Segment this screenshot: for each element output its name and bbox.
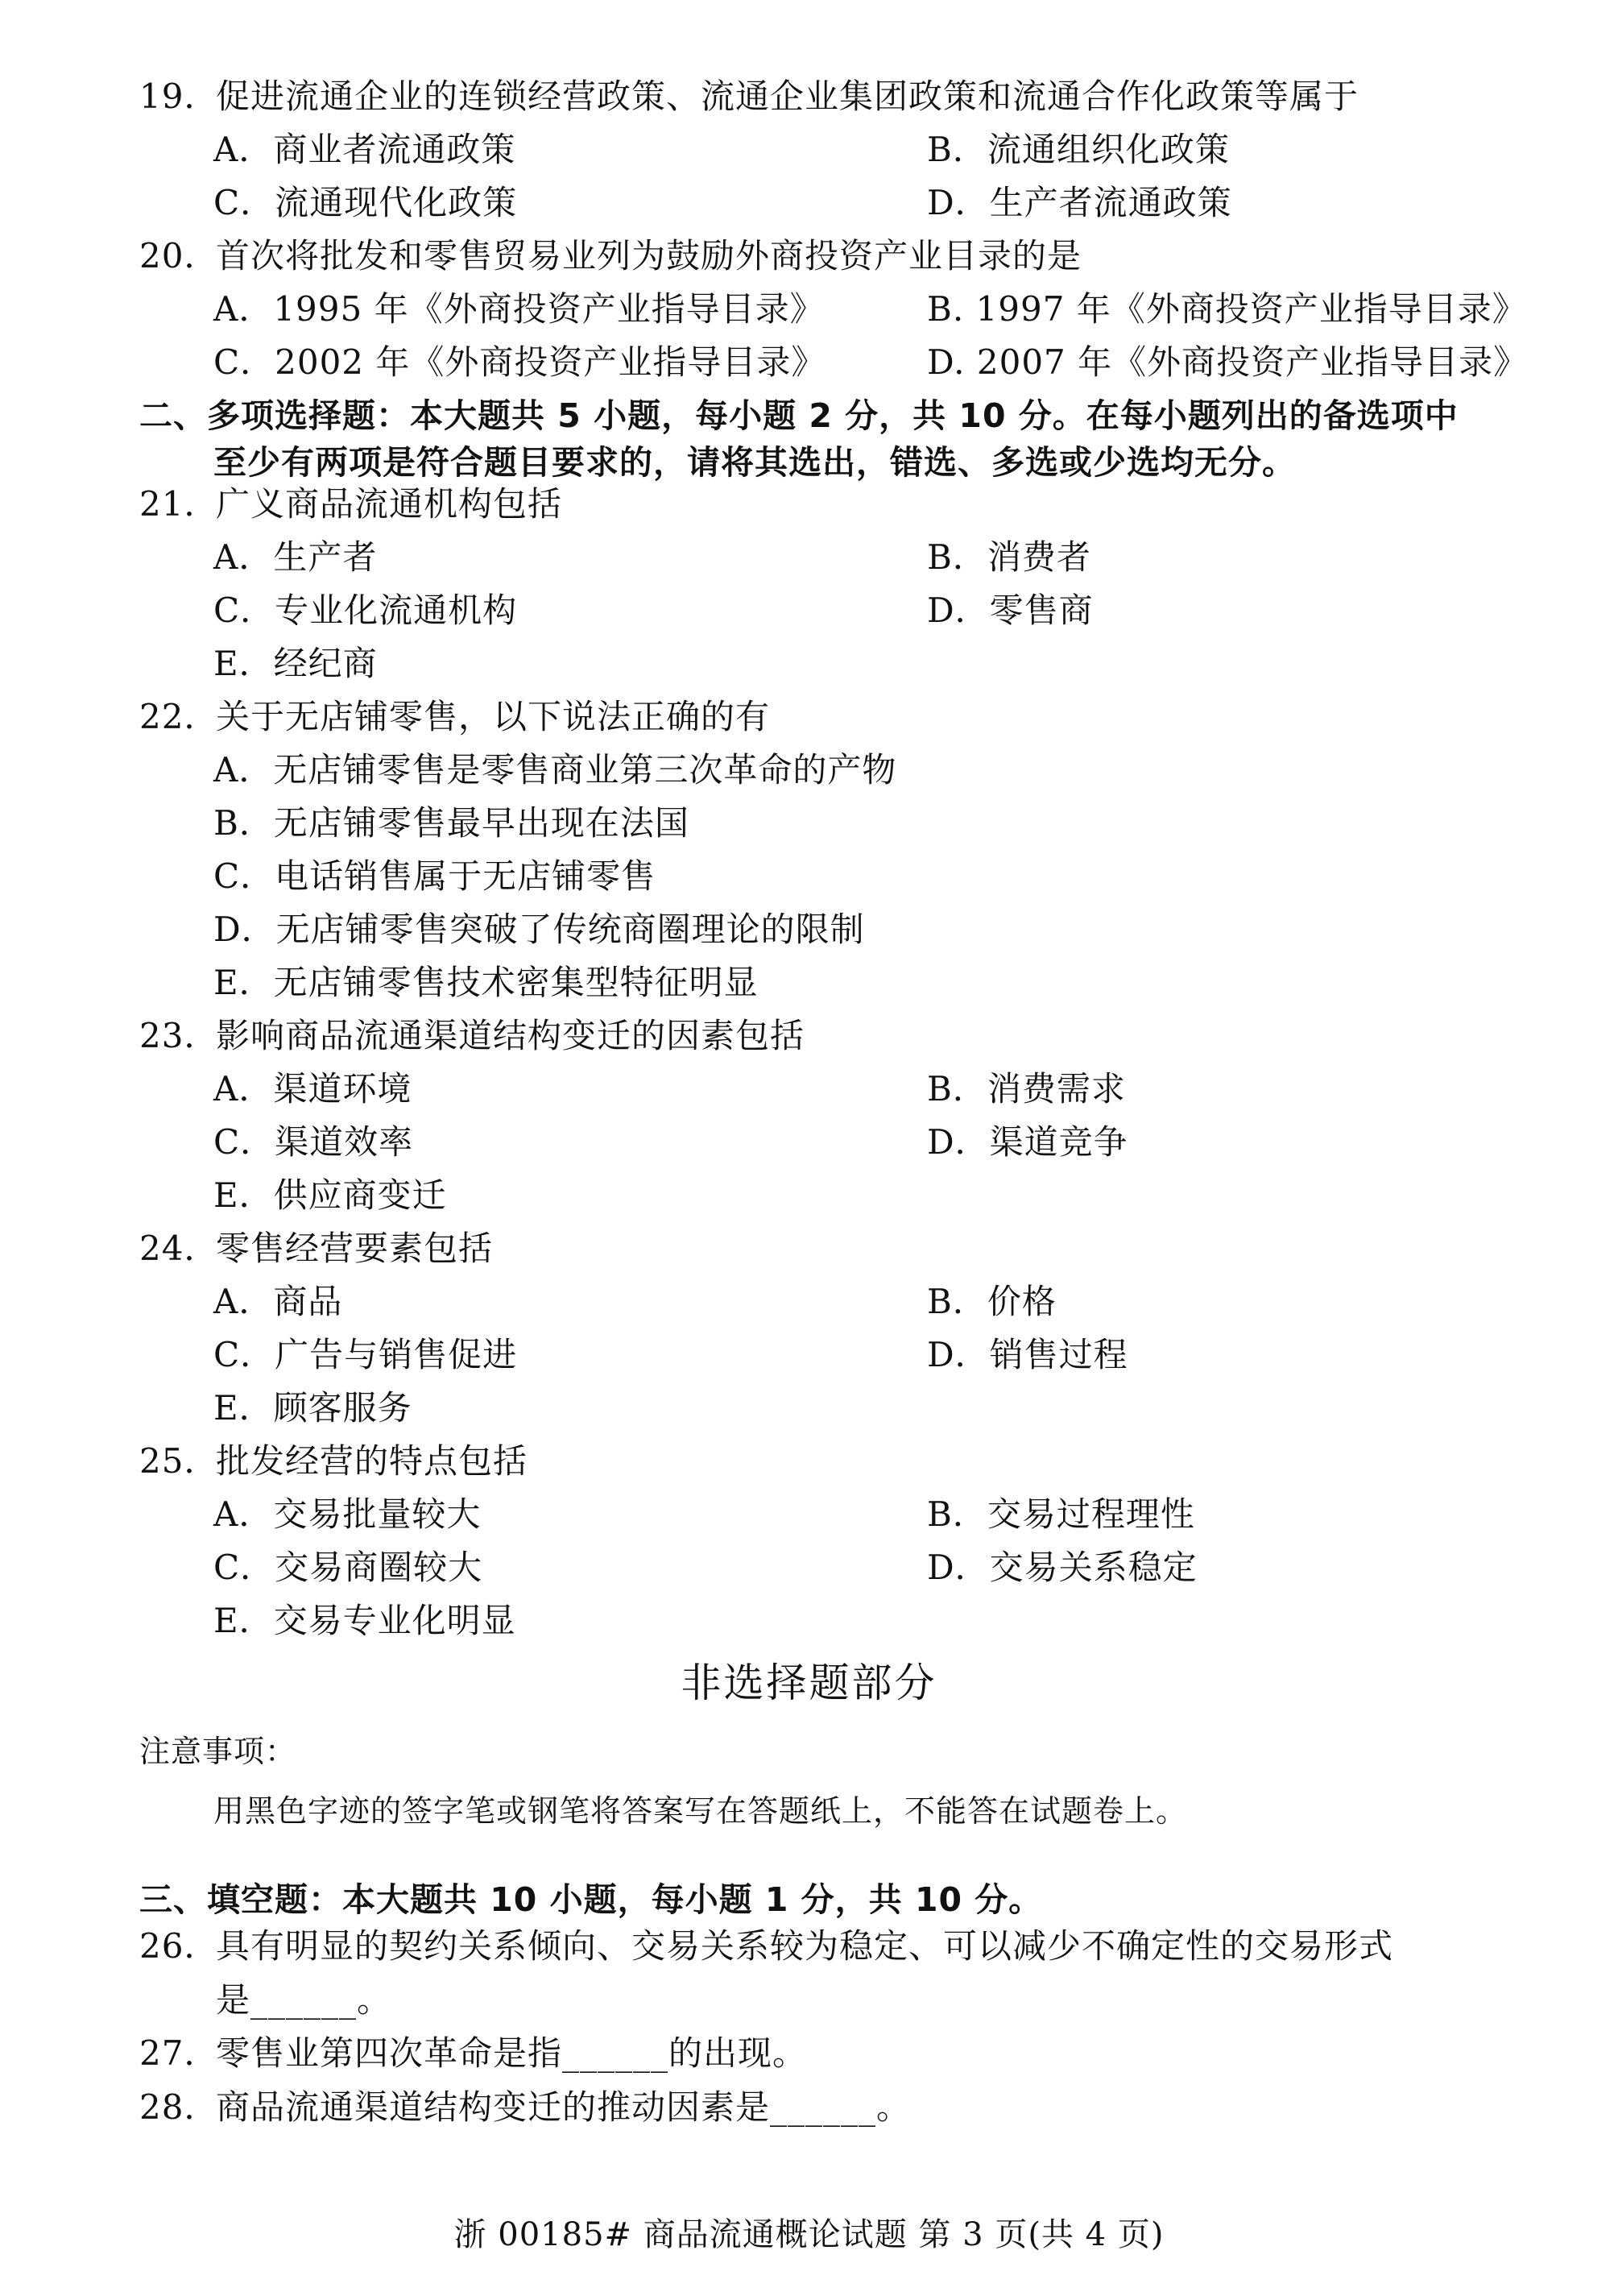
question-24-option-d: D．销售过程 bbox=[927, 1335, 1128, 1374]
question-22-option-b: B．无店铺零售最早出现在法国 bbox=[213, 803, 689, 843]
question-23-option-c: C．渠道效率 bbox=[213, 1122, 414, 1162]
question-19-stem: 19．促进流通企业的连锁经营政策、流通企业集团政策和流通合作化政策等属于 bbox=[139, 77, 1359, 116]
notice-body: 用黑色字迹的签字笔或钢笔将答案写在答题纸上，不能答在试题卷上。 bbox=[213, 1793, 1188, 1829]
question-26-continuation: 是______。 bbox=[216, 1980, 392, 2020]
question-21-option-b: B．消费者 bbox=[927, 537, 1091, 577]
question-25-option-d: D．交易关系稳定 bbox=[927, 1548, 1198, 1587]
question-20-option-a: A．1995 年《外商投资产业指导目录》 bbox=[213, 289, 825, 329]
question-24-option-a: A．商品 bbox=[213, 1282, 343, 1321]
question-20-option-d: D. 2007 年《外商投资产业指导目录》 bbox=[927, 342, 1529, 382]
question-24-option-e: E．顾客服务 bbox=[213, 1388, 412, 1428]
question-23-stem: 23．影响商品流通渠道结构变迁的因素包括 bbox=[139, 1016, 805, 1055]
question-28-stem: 28．商品流通渠道结构变迁的推动因素是______。 bbox=[139, 2087, 912, 2127]
question-24-stem: 24．零售经营要素包括 bbox=[139, 1229, 494, 1268]
question-20-option-c: C．2002 年《外商投资产业指导目录》 bbox=[213, 342, 826, 382]
question-25-option-c: C．交易商圈较大 bbox=[213, 1548, 483, 1587]
section-3-heading: 三、填空题：本大题共 10 小题，每小题 1 分，共 10 分。 bbox=[139, 1880, 1043, 1919]
question-22-option-d: D．无店铺零售突破了传统商圈理论的限制 bbox=[213, 910, 865, 949]
question-23-option-a: A．渠道环境 bbox=[213, 1069, 412, 1109]
question-26-stem: 26．具有明显的契约关系倾向、交易关系较为稳定、可以减少不确定性的交易形式 bbox=[139, 1926, 1394, 1966]
question-23-option-b: B．消费需求 bbox=[927, 1069, 1126, 1109]
part-title: 非选择题部分 bbox=[681, 1660, 937, 1706]
question-20-stem: 20．首次将批发和零售贸易业列为鼓励外商投资产业目录的是 bbox=[139, 236, 1082, 276]
question-21-option-e: E．经纪商 bbox=[213, 644, 378, 683]
question-25-stem: 25．批发经营的特点包括 bbox=[139, 1441, 528, 1481]
question-22-stem: 22．关于无店铺零售，以下说法正确的有 bbox=[139, 697, 771, 736]
question-22-option-a: A．无店铺零售是零售商业第三次革命的产物 bbox=[213, 750, 897, 790]
section-2-heading-line-2: 至少有两项是符合题目要求的，请将其选出，错选、多选或少选均无分。 bbox=[213, 443, 1296, 482]
question-25-option-e: E．交易专业化明显 bbox=[213, 1601, 516, 1640]
question-19-option-d: D．生产者流通政策 bbox=[927, 183, 1232, 222]
question-20-option-b: B. 1997 年《外商投资产业指导目录》 bbox=[927, 289, 1527, 329]
question-19-option-a: A．商业者流通政策 bbox=[213, 130, 516, 169]
notice-heading: 注意事项： bbox=[139, 1734, 297, 1769]
question-21-option-a: A．生产者 bbox=[213, 537, 378, 577]
question-22-option-c: C．电话销售属于无店铺零售 bbox=[213, 856, 656, 896]
question-21-option-c: C．专业化流通机构 bbox=[213, 591, 518, 630]
question-25-option-a: A．交易批量较大 bbox=[213, 1494, 482, 1534]
page-footer: 浙 00185# 商品流通概论试题 第 3 页(共 4 页) bbox=[453, 2216, 1165, 2253]
question-24-option-b: B．价格 bbox=[927, 1282, 1057, 1321]
question-24-option-c: C．广告与销售促进 bbox=[213, 1335, 518, 1374]
question-19-option-b: B．流通组织化政策 bbox=[927, 130, 1230, 169]
question-21-stem: 21．广义商品流通机构包括 bbox=[139, 484, 563, 524]
question-19-option-c: C．流通现代化政策 bbox=[213, 183, 518, 222]
question-21-option-d: D．零售商 bbox=[927, 591, 1094, 630]
question-25-option-b: B．交易过程理性 bbox=[927, 1494, 1195, 1534]
question-27-stem: 27．零售业第四次革命是指______的出现。 bbox=[139, 2033, 808, 2073]
question-22-option-e: E．无店铺零售技术密集型特征明显 bbox=[213, 963, 759, 1002]
question-23-option-e: E．供应商变迁 bbox=[213, 1175, 447, 1215]
question-23-option-d: D．渠道竞争 bbox=[927, 1122, 1128, 1162]
section-2-heading-line-1: 二、多项选择题：本大题共 5 小题，每小题 2 分，共 10 分。在每小题列出的备选项中 bbox=[139, 396, 1459, 435]
